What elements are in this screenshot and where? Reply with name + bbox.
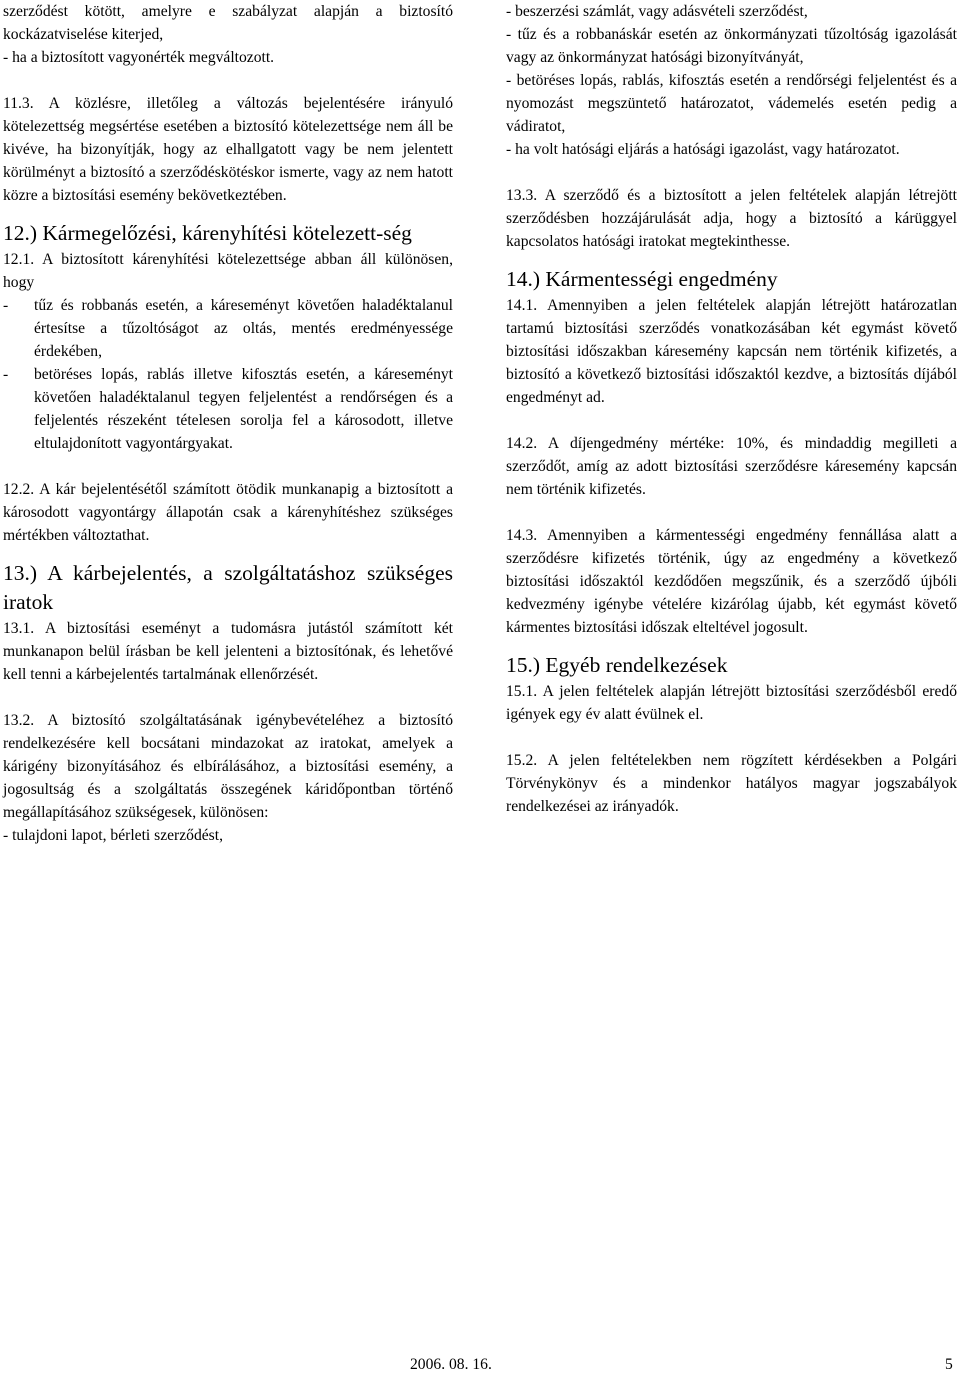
paragraph-15-2: 15.2. A jelen feltételekben nem rögzített kérdésekben a Polgári Törvénykönyv és a mindenkor hatályos magyar jogszabályok rendelkezései az irányadók. [506,752,957,815]
list-item-text: betöréses lopás, rablás illetve kifosztás esetén, a káreseményt követően haladéktalanul tegyen feljelentést a rendőrségen és a feljelentés részeként tételesen sorolja fel a károsodott, illetve eltulajdonított vagyontárgyakat. [34,366,453,452]
paragraph-13-2: 13.2. A biztosító szolgáltatásának igénybevételéhez a biztosító rendelkezésére kell bocsátani mindazokat az iratokat, amelyek a kárigény bizonyításához és elbírálásához, a biztosítási esemény, a jogosultság és a szolgáltatás összegének káridőpontban történő megállapításához szükségesek, különösen: [3,712,453,821]
list-item-text: tűz és robbanás esetén, a káreseményt követően haladéktalanul értesítse a tűzoltóságot az oltás, mentés eredményessége érdekében, [34,297,453,360]
list-dash: - [3,366,9,383]
list-item-fire [3,294,453,363]
paragraph-11-3: 11.3. A közlésre, illetőleg a változás bejelentésére irányuló kötelezettség megsértése esetében a biztosító kötelezettsége nem áll be kivéve, ha bizonyítják, hogy az elhallgatott vagy be nem jelentett körülményt a biztosító a szerződéskötéskor ismerte, vagy az nem hatott közre a biztosítási esemény bekövetkeztében. [3,95,453,204]
paragraph-12-2: 12.2. A kár bejelentésétől számított ötödik munkanapig a biztosított a károsodott vagyontárgy állapotán csak a kárenyhítéshez szükséges mértékben változtathat. [3,481,453,544]
paragraph-13-3: 13.3. A szerződő és a biztosított a jelen feltételek alapján létrejött szerződésben hozzájárulását adja, hogy a biztosító a kárüggyel kapcsolatos hatósági iratokat megtekinthesse. [506,187,957,250]
paragraph-12-1: 12.1. A biztosított kárenyhítési kötelezettsége abban áll különösen, hogy [3,251,453,291]
left-column [3,0,453,847]
list-item-fire-certificate: - tűz és a robbanáskár esetén az önkormányzati tűzoltóság igazolását vagy az önkormányzat hatósági bizonyítványát, [506,26,957,66]
continued-paragraph: szerződést kötött, amelyre e szabályzat alapján a biztosító kockázatviselése kiterjed, [3,3,453,43]
heading-section-14: 14.) Kármentességi engedmény [506,267,778,291]
paragraph-14-3: 14.3. Amennyiben a kármentességi engedmény fennállása alatt a szerződésre kifizetés történik, úgy az engedmény a következő biztosítási időszaktól kezdődően megszűnik, és a szerződő újbóli kedvezmény igénybe vételére kizárólag újabb, két egymást követő kármentes biztosítási időszak elteltével jogosult. [506,527,957,636]
continued-list-item: - ha a biztosított vagyonérték megváltozott. [3,49,275,66]
list-item-invoice: - beszerzési számlát, vagy adásvételi szerződést, [506,3,808,20]
list-item-title-deed: - tulajdoni lapot, bérleti szerződést, [3,827,223,844]
list-item-burglary [3,363,453,455]
paragraph-13-1: 13.1. A biztosítási eseményt a tudomásra jutástól számított két munkanapon belül írásban be kell jelenteni a biztosítónak, és lehetővé kell tenni a kárbejelentés tartalmának ellenőrzését. [3,620,453,683]
paragraph-14-1: 14.1. Amennyiben a jelen feltételek alapján létrejött határozatlan tartamú biztosítási szerződés vonatkozásában két egymást követő biztosítási időszakban káresemény kapcsán nem történik kifizetés, a biztosító a következő biztosítási időszaktól kezdve, a biztosítás díjából engedményt ad. [506,297,957,406]
list-item-official-certificate: - ha volt hatósági eljárás a hatósági igazolást, vagy határozatot. [506,141,900,158]
heading-section-12: 12.) Kármegelőzési, kárenyhítési kötelezett-ség [3,221,412,245]
footer-date: 2006. 08. 16. [410,1356,492,1373]
heading-section-15: 15.) Egyéb rendelkezések [506,653,728,677]
list-dash: - [3,297,9,314]
page-number: 5 [945,1356,953,1373]
paragraph-15-1: 15.1. A jelen feltételek alapján létrejött biztosítási szerződésből eredő igények egy év alatt évülnek el. [506,683,957,723]
paragraph-14-2: 14.2. A díjengedmény mértéke: 10%, és mindaddig megilleti a szerződőt, amíg az adott biztosítási szerződésre káresemény kapcsán nem történik kifizetés. [506,435,957,498]
right-column [506,0,957,818]
heading-section-13: 13.) A kárbejelentés, a szolgáltatáshoz szükséges iratok [3,561,453,614]
list-item-police-report: - betöréses lopás, rablás, kifosztás esetén a rendőrségi feljelentést és a nyomozást megszüntető határozatot, vádemelés esetén pedig a vádiratot, [506,72,957,135]
